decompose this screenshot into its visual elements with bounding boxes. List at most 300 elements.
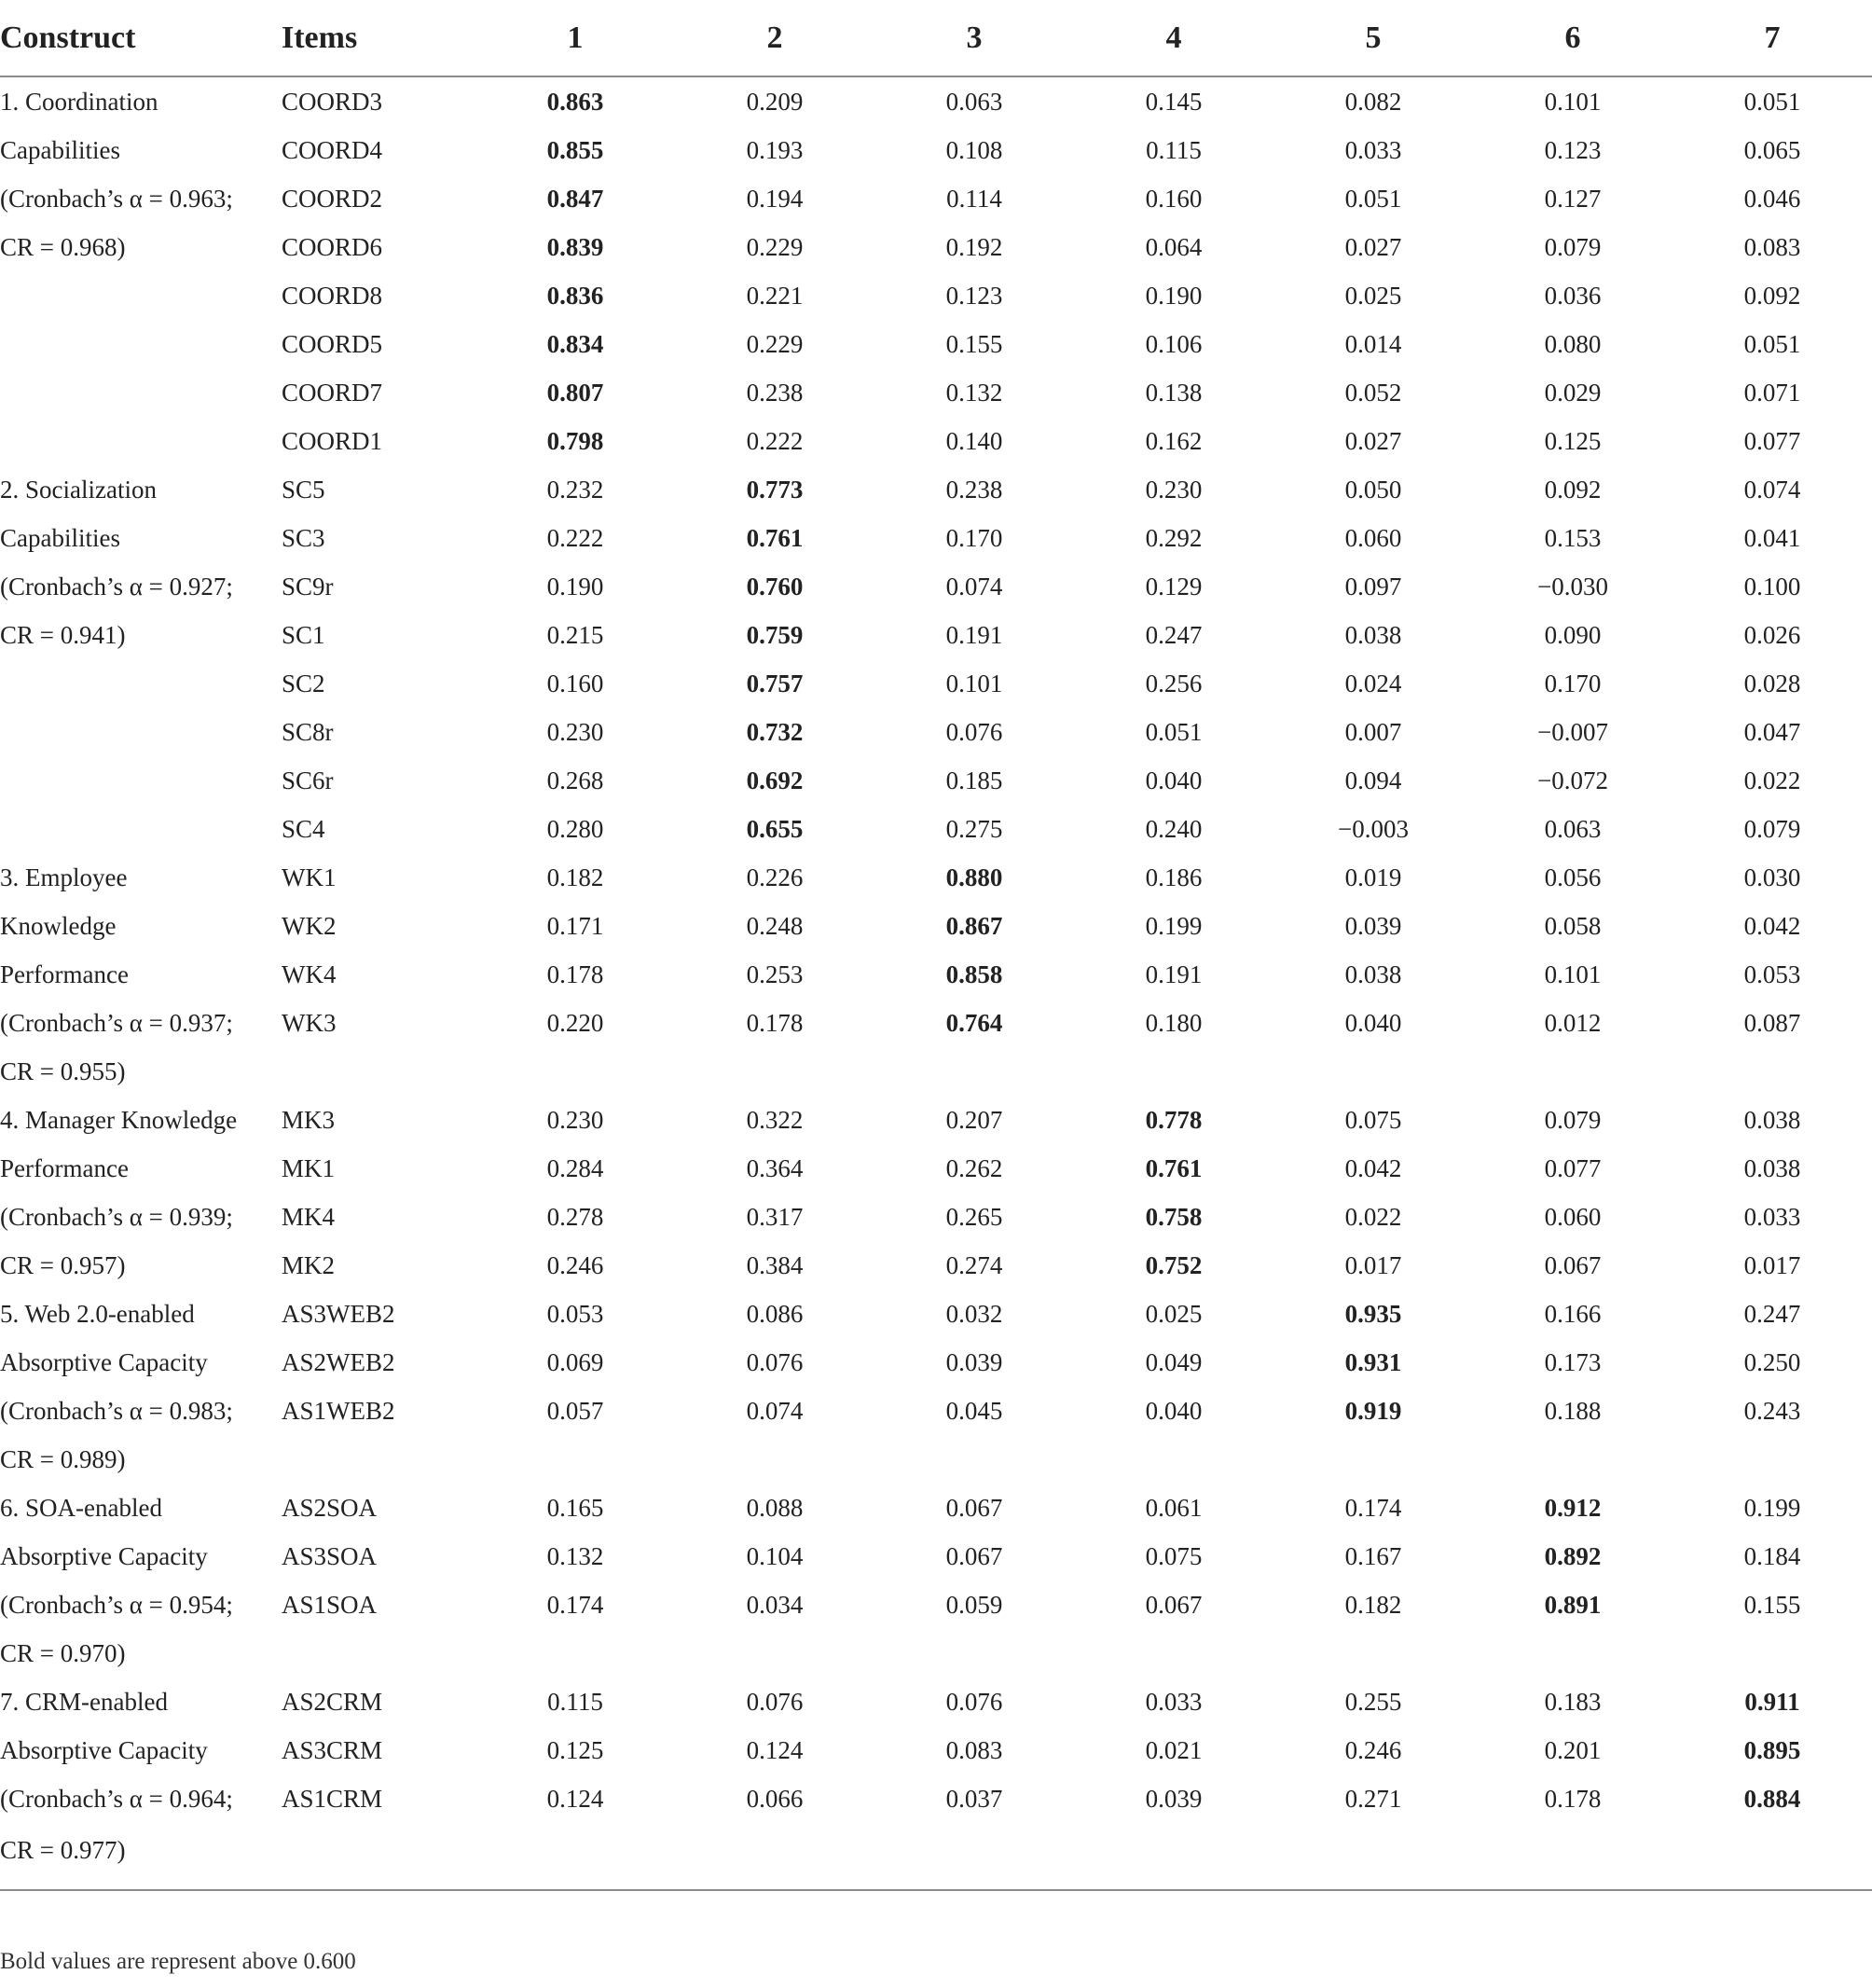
loading-cell-factor-7: 0.047	[1743, 717, 1801, 746]
loading-cell-factor-7: 0.074	[1743, 475, 1801, 504]
loading-cell-factor-3: 0.207	[945, 1105, 1003, 1134]
table-row	[0, 1677, 1872, 1726]
construct-cell: 3. Employee	[0, 863, 128, 891]
item-cell: COORD7	[282, 378, 383, 407]
loading-cell-factor-5: 0.027	[1344, 232, 1402, 261]
loading-cell-factor-4: 0.292	[1145, 523, 1203, 552]
loading-cell-factor-3: 0.238	[945, 475, 1003, 504]
loading-cell-factor-7: 0.053	[1743, 959, 1801, 988]
loading-cell-factor-4	[1074, 1047, 1273, 1096]
loading-cell-factor-5: 0.038	[1344, 959, 1402, 988]
loading-cell-factor-4: 0.247	[1145, 620, 1203, 649]
loading-cell-factor-1: 0.165	[546, 1493, 604, 1522]
item-cell: COORD4	[282, 135, 383, 164]
construct-cell	[0, 659, 282, 708]
loading-cell-factor-7	[1672, 1047, 1872, 1096]
loading-cell-factor-7: 0.038	[1743, 1153, 1801, 1182]
loading-cell-factor-5: 0.060	[1344, 523, 1402, 552]
loading-cell-factor-6: 0.173	[1544, 1347, 1602, 1376]
loading-cell-factor-5: 0.167	[1344, 1541, 1402, 1570]
item-cell: AS2SOA	[282, 1493, 378, 1522]
loading-cell-factor-4: 0.199	[1145, 911, 1203, 940]
construct-cell	[0, 271, 282, 320]
loading-cell-factor-7: 0.250	[1743, 1347, 1801, 1376]
loading-cell-factor-6: 0.060	[1544, 1202, 1602, 1231]
table-row	[0, 659, 1872, 708]
construct-cell: (Cronbach’s α = 0.964;	[0, 1784, 233, 1813]
item-cell: COORD2	[282, 184, 383, 213]
loading-cell-factor-2: 0.086	[746, 1299, 804, 1328]
loading-cell-factor-3: 0.045	[945, 1396, 1003, 1425]
loading-cell-factor-2: 0.759	[746, 620, 804, 649]
item-cell	[282, 1629, 475, 1677]
item-cell: SC8r	[282, 717, 334, 746]
table-row	[0, 950, 1872, 999]
loading-cell-factor-2: 0.317	[746, 1202, 804, 1231]
loading-cell-factor-1	[475, 1047, 675, 1096]
loading-cell-factor-5	[1273, 1047, 1473, 1096]
loading-cell-factor-4: 0.039	[1145, 1784, 1203, 1813]
item-cell: AS3CRM	[282, 1735, 383, 1764]
table-row	[0, 1629, 1872, 1677]
loading-cell-factor-2: 0.221	[746, 281, 804, 310]
loading-cell-factor-7: 0.038	[1743, 1105, 1801, 1134]
loading-cell-factor-5: 0.017	[1344, 1250, 1402, 1279]
header-row	[0, 0, 1872, 76]
construct-cell: CR = 0.977)	[0, 1835, 126, 1864]
loading-cell-factor-3: 0.858	[945, 959, 1003, 988]
loading-cell-factor-3: 0.185	[945, 766, 1003, 794]
header-items: Items	[282, 0, 475, 76]
construct-cell: 7. CRM-enabled	[0, 1687, 168, 1716]
table-row	[0, 1290, 1872, 1338]
loading-cell-factor-7: 0.033	[1743, 1202, 1801, 1231]
table-row	[0, 805, 1872, 853]
loading-cell-factor-7: 0.051	[1743, 87, 1801, 116]
loading-cell-factor-1: 0.132	[546, 1541, 604, 1570]
construct-cell: Performance	[0, 959, 129, 988]
loading-cell-factor-5: 0.271	[1344, 1784, 1402, 1813]
item-cell: AS3WEB2	[282, 1299, 395, 1328]
loading-cell-factor-1: 0.232	[546, 475, 604, 504]
loading-cell-factor-7: 0.247	[1743, 1299, 1801, 1328]
loading-cell-factor-3: 0.101	[945, 669, 1003, 697]
item-cell: WK3	[282, 1008, 337, 1037]
loading-cell-factor-7: 0.911	[1744, 1687, 1800, 1716]
construct-cell: Capabilities	[0, 135, 120, 164]
table-row	[0, 999, 1872, 1047]
loading-cell-factor-4: 0.115	[1146, 135, 1202, 164]
construct-cell: CR = 0.955)	[0, 1056, 126, 1085]
loading-cell-factor-3	[874, 1629, 1074, 1677]
loading-cell-factor-5: 0.038	[1344, 620, 1402, 649]
loading-cell-factor-7: 0.884	[1743, 1784, 1801, 1813]
loading-cell-factor-3: 0.867	[945, 911, 1003, 940]
item-cell: COORD5	[282, 329, 383, 358]
loading-cell-factor-7: 0.199	[1743, 1493, 1801, 1522]
loading-cell-factor-2: 0.194	[746, 184, 804, 213]
loading-cell-factor-3: 0.063	[945, 87, 1003, 116]
table-row	[0, 368, 1872, 417]
item-cell: SC9r	[282, 572, 334, 601]
table-row	[0, 902, 1872, 950]
table-row	[0, 223, 1872, 271]
loading-cell-factor-4: 0.040	[1145, 1396, 1203, 1425]
table-row	[0, 514, 1872, 562]
loading-cell-factor-1	[475, 1435, 675, 1484]
loading-cell-factor-6	[1473, 1435, 1672, 1484]
loading-cell-factor-4: 0.190	[1145, 281, 1203, 310]
item-cell: AS1CRM	[282, 1784, 383, 1813]
construct-cell: 5. Web 2.0-enabled	[0, 1299, 195, 1328]
loading-cell-factor-1: 0.190	[546, 572, 604, 601]
loading-cell-factor-7: 0.184	[1743, 1541, 1801, 1570]
loading-cell-factor-5: 0.007	[1344, 717, 1402, 746]
loading-cell-factor-2	[675, 1435, 874, 1484]
loading-cell-factor-4: 0.040	[1145, 766, 1203, 794]
construct-cell: 2. Socialization	[0, 475, 157, 504]
loading-cell-factor-1: 0.160	[546, 669, 604, 697]
loading-cell-factor-1: 0.174	[546, 1590, 604, 1619]
loading-cell-factor-5: 0.935	[1344, 1299, 1402, 1328]
loading-cell-factor-2: 0.655	[746, 814, 804, 843]
loading-cell-factor-1: 0.182	[546, 863, 604, 891]
loading-cell-factor-2	[675, 1047, 874, 1096]
construct-cell: (Cronbach’s α = 0.954;	[0, 1590, 233, 1619]
loading-cell-factor-4: 0.025	[1145, 1299, 1203, 1328]
item-cell: SC6r	[282, 766, 334, 794]
loading-cell-factor-6: 0.101	[1544, 87, 1602, 116]
table-row	[0, 1387, 1872, 1435]
loading-cell-factor-3: 0.123	[945, 281, 1003, 310]
loading-cell-factor-7: 0.087	[1743, 1008, 1801, 1037]
loading-cell-factor-5: 0.052	[1344, 378, 1402, 407]
header-construct: Construct	[0, 0, 282, 76]
loading-cell-factor-6: 0.063	[1544, 814, 1602, 843]
construct-cell	[0, 708, 282, 756]
loading-cell-factor-6: −0.072	[1537, 766, 1608, 794]
construct-cell: Absorptive Capacity	[0, 1347, 208, 1376]
table-bottom-rule	[0, 1889, 1872, 1891]
loading-cell-factor-5: 0.174	[1344, 1493, 1402, 1522]
loading-cell-factor-4: 0.191	[1145, 959, 1203, 988]
construct-cell: Performance	[0, 1153, 129, 1182]
table-row	[0, 1144, 1872, 1193]
loading-cell-factor-4: 0.162	[1145, 426, 1203, 455]
item-cell: SC3	[282, 523, 325, 552]
loading-cell-factor-6: 0.029	[1544, 378, 1602, 407]
loading-cell-factor-6: −0.030	[1537, 572, 1608, 601]
loading-cell-factor-6: 0.077	[1544, 1153, 1602, 1182]
loading-cell-factor-6: 0.127	[1544, 184, 1602, 213]
item-cell: SC4	[282, 814, 325, 843]
loading-cell-factor-5: 0.039	[1344, 911, 1402, 940]
loading-cell-factor-2: 0.761	[746, 523, 804, 552]
loading-cell-factor-7: 0.017	[1743, 1250, 1801, 1279]
item-cell: AS2WEB2	[282, 1347, 395, 1376]
loading-cell-factor-7: 0.065	[1743, 135, 1801, 164]
header-factor-7: 7	[1672, 0, 1872, 76]
item-cell: MK2	[282, 1250, 336, 1279]
loading-cell-factor-3	[874, 1823, 1074, 1877]
item-cell: AS3SOA	[282, 1541, 378, 1570]
loading-cell-factor-3: 0.265	[945, 1202, 1003, 1231]
loading-cell-factor-4: 0.075	[1145, 1541, 1203, 1570]
loading-cell-factor-7: 0.042	[1743, 911, 1801, 940]
loading-cell-factor-4: 0.138	[1145, 378, 1203, 407]
loading-cell-factor-4: 0.240	[1145, 814, 1203, 843]
loading-cell-factor-5: 0.094	[1344, 766, 1402, 794]
loading-cell-factor-5: 0.025	[1344, 281, 1402, 310]
loading-cell-factor-4: 0.778	[1145, 1105, 1203, 1134]
loading-cell-factor-5: 0.082	[1344, 87, 1402, 116]
loading-cell-factor-6: 0.183	[1544, 1687, 1602, 1716]
loading-cell-factor-1: 0.171	[546, 911, 604, 940]
loading-cell-factor-4: 0.129	[1145, 572, 1203, 601]
loading-cell-factor-2: 0.209	[746, 87, 804, 116]
loading-cell-factor-6: 0.067	[1544, 1250, 1602, 1279]
table-row	[0, 1774, 1872, 1823]
construct-cell	[0, 805, 282, 853]
table-row	[0, 1096, 1872, 1144]
loading-cell-factor-6: 0.892	[1544, 1541, 1602, 1570]
loading-cell-factor-5	[1273, 1629, 1473, 1677]
loading-cell-factor-2: 0.076	[746, 1687, 804, 1716]
loading-cell-factor-2	[675, 1823, 874, 1877]
loading-cell-factor-6: 0.090	[1544, 620, 1602, 649]
loading-cell-factor-7: 0.051	[1743, 329, 1801, 358]
table-row	[0, 126, 1872, 174]
loading-cell-factor-2: 0.757	[746, 669, 804, 697]
loading-cell-factor-7	[1672, 1435, 1872, 1484]
loading-cell-factor-6: 0.201	[1544, 1735, 1602, 1764]
loading-cell-factor-5: 0.097	[1344, 572, 1402, 601]
loading-cell-factor-3: 0.262	[945, 1153, 1003, 1182]
table-row	[0, 1726, 1872, 1774]
loading-cell-factor-7: 0.100	[1743, 572, 1801, 601]
loading-cell-factor-3: 0.192	[945, 232, 1003, 261]
loading-cell-factor-1: 0.855	[546, 135, 604, 164]
item-cell: COORD3	[282, 87, 383, 116]
item-cell	[282, 1435, 475, 1484]
loading-cell-factor-3: 0.880	[945, 863, 1003, 891]
loading-cell-factor-3: 0.076	[945, 717, 1003, 746]
loading-cell-factor-6: 0.125	[1544, 426, 1602, 455]
loading-cell-factor-2: 0.066	[746, 1784, 804, 1813]
loading-cell-factor-7	[1672, 1823, 1872, 1877]
construct-cell: CR = 0.941)	[0, 620, 126, 649]
loading-cell-factor-5: 0.255	[1344, 1687, 1402, 1716]
construct-cell: Absorptive Capacity	[0, 1541, 208, 1570]
loading-cell-factor-1: 0.863	[546, 87, 604, 116]
loading-cell-factor-2: 0.760	[746, 572, 804, 601]
header-factor-3: 3	[874, 0, 1074, 76]
loading-cell-factor-4: 0.145	[1145, 87, 1203, 116]
loading-cell-factor-2	[675, 1629, 874, 1677]
loading-cell-factor-7: 0.092	[1743, 281, 1801, 310]
loading-cell-factor-1: 0.230	[546, 717, 604, 746]
loading-cell-factor-5: 0.014	[1344, 329, 1402, 358]
loading-cell-factor-6: 0.170	[1544, 669, 1602, 697]
construct-cell: (Cronbach’s α = 0.937;	[0, 1008, 233, 1037]
loading-cell-factor-5: 0.042	[1344, 1153, 1402, 1182]
loading-cell-factor-6: 0.058	[1544, 911, 1602, 940]
loading-cell-factor-3: 0.114	[946, 184, 1002, 213]
header-factor-1: 1	[475, 0, 675, 76]
loading-cell-factor-3	[874, 1435, 1074, 1484]
loading-cell-factor-1: 0.053	[546, 1299, 604, 1328]
loading-cell-factor-1	[475, 1629, 675, 1677]
table-row	[0, 562, 1872, 611]
loading-cell-factor-6: 0.188	[1544, 1396, 1602, 1425]
item-cell	[282, 1047, 475, 1096]
loading-cell-factor-2: 0.322	[746, 1105, 804, 1134]
loading-cell-factor-2: 0.088	[746, 1493, 804, 1522]
table-row	[0, 1338, 1872, 1387]
construct-cell	[0, 756, 282, 805]
loading-cell-factor-6: −0.007	[1537, 717, 1608, 746]
loading-cell-factor-7: 0.046	[1743, 184, 1801, 213]
loading-cell-factor-1: 0.222	[546, 523, 604, 552]
loading-cell-factor-4	[1074, 1823, 1273, 1877]
table-row	[0, 76, 1872, 126]
loading-cell-factor-3: 0.059	[945, 1590, 1003, 1619]
item-cell: MK3	[282, 1105, 336, 1134]
loading-cell-factor-5: 0.051	[1344, 184, 1402, 213]
table-row	[0, 417, 1872, 465]
loading-cell-factor-7: 0.079	[1743, 814, 1801, 843]
loading-cell-factor-6	[1473, 1047, 1672, 1096]
loading-cell-factor-3: 0.076	[945, 1687, 1003, 1716]
loading-cell-factor-1: 0.220	[546, 1008, 604, 1037]
loading-cell-factor-1: 0.834	[546, 329, 604, 358]
loading-cell-factor-6: 0.912	[1544, 1493, 1602, 1522]
loading-cell-factor-1: 0.246	[546, 1250, 604, 1279]
table-footnote: Bold values are represent above 0.600	[0, 1949, 356, 1974]
construct-cell	[0, 320, 282, 368]
loading-cell-factor-6: 0.178	[1544, 1784, 1602, 1813]
item-cell: MK4	[282, 1202, 336, 1231]
loading-cell-factor-3: 0.108	[945, 135, 1003, 164]
item-cell: COORD1	[282, 426, 383, 455]
item-cell: WK2	[282, 911, 337, 940]
loading-cell-factor-2: 0.124	[746, 1735, 804, 1764]
construct-cell: 4. Manager Knowledge	[0, 1105, 238, 1134]
loading-cell-factor-4: 0.758	[1145, 1202, 1203, 1231]
loading-cell-factor-1: 0.178	[546, 959, 604, 988]
loading-cell-factor-7: 0.155	[1743, 1590, 1801, 1619]
loading-cell-factor-2: 0.226	[746, 863, 804, 891]
loading-cell-factor-4: 0.033	[1145, 1687, 1203, 1716]
table-row	[0, 611, 1872, 659]
loading-cell-factor-6	[1473, 1823, 1672, 1877]
loading-cell-factor-1: 0.069	[546, 1347, 604, 1376]
construct-cell: Capabilities	[0, 523, 120, 552]
loading-cell-factor-6	[1473, 1629, 1672, 1677]
loading-cell-factor-1: 0.798	[546, 426, 604, 455]
loading-cell-factor-4: 0.180	[1145, 1008, 1203, 1037]
table-row	[0, 1241, 1872, 1290]
table-row	[0, 1193, 1872, 1241]
header-factor-5: 5	[1273, 0, 1473, 76]
loading-cell-factor-7: 0.022	[1743, 766, 1801, 794]
table-row	[0, 1581, 1872, 1629]
item-cell: SC1	[282, 620, 325, 649]
loading-cell-factor-1	[475, 1823, 675, 1877]
loading-cell-factor-7	[1672, 1629, 1872, 1677]
loading-cell-factor-4	[1074, 1629, 1273, 1677]
loading-cell-factor-3: 0.155	[945, 329, 1003, 358]
loading-cell-factor-7: 0.243	[1743, 1396, 1801, 1425]
construct-cell: Absorptive Capacity	[0, 1735, 208, 1764]
loading-cell-factor-6: 0.101	[1544, 959, 1602, 988]
header-factor-2: 2	[675, 0, 874, 76]
loading-cell-factor-5: 0.246	[1344, 1735, 1402, 1764]
loading-cell-factor-4: 0.021	[1145, 1735, 1203, 1764]
loading-cell-factor-5: −0.003	[1338, 814, 1409, 843]
loading-cell-factor-4: 0.049	[1145, 1347, 1203, 1376]
table-row	[0, 756, 1872, 805]
table-row	[0, 1435, 1872, 1484]
construct-cell: 1. Coordination	[0, 87, 158, 116]
loading-cell-factor-7: 0.895	[1743, 1735, 1801, 1764]
construct-cell: Knowledge	[0, 911, 117, 940]
loading-cell-factor-4	[1074, 1435, 1273, 1484]
construct-cell	[0, 368, 282, 417]
loading-cell-factor-2: 0.238	[746, 378, 804, 407]
loading-cell-factor-7: 0.077	[1743, 426, 1801, 455]
loading-cell-factor-5	[1273, 1435, 1473, 1484]
loading-cell-factor-1: 0.278	[546, 1202, 604, 1231]
header-factor-4: 4	[1074, 0, 1273, 76]
loading-cell-factor-5: 0.075	[1344, 1105, 1402, 1134]
construct-cell: (Cronbach’s α = 0.927;	[0, 572, 233, 601]
loading-cell-factor-2: 0.222	[746, 426, 804, 455]
loading-cell-factor-6: 0.012	[1544, 1008, 1602, 1037]
loading-cell-factor-2: 0.364	[746, 1153, 804, 1182]
loading-cell-factor-3: 0.132	[945, 378, 1003, 407]
construct-cell: (Cronbach’s α = 0.983;	[0, 1396, 233, 1425]
loading-cell-factor-4: 0.067	[1145, 1590, 1203, 1619]
construct-cell: (Cronbach’s α = 0.963;	[0, 184, 233, 213]
loading-cell-factor-3: 0.037	[945, 1784, 1003, 1813]
loading-cell-factor-1: 0.125	[546, 1735, 604, 1764]
loading-cell-factor-3: 0.140	[945, 426, 1003, 455]
loading-cell-factor-2: 0.104	[746, 1541, 804, 1570]
loading-cell-factor-4: 0.061	[1145, 1493, 1203, 1522]
loading-cell-factor-7: 0.026	[1743, 620, 1801, 649]
construct-cell: CR = 0.968)	[0, 232, 126, 261]
table-row	[0, 1532, 1872, 1581]
loading-cell-factor-5	[1273, 1823, 1473, 1877]
loading-cell-factor-4: 0.761	[1145, 1153, 1203, 1182]
loading-cell-factor-1: 0.124	[546, 1784, 604, 1813]
loading-cell-factor-3: 0.039	[945, 1347, 1003, 1376]
loading-cell-factor-4: 0.051	[1145, 717, 1203, 746]
loading-cell-factor-1: 0.280	[546, 814, 604, 843]
table-row	[0, 708, 1872, 756]
loading-cell-factor-5: 0.024	[1344, 669, 1402, 697]
loading-cell-factor-1: 0.847	[546, 184, 604, 213]
loading-cell-factor-5: 0.019	[1344, 863, 1402, 891]
loading-cell-factor-6: 0.092	[1544, 475, 1602, 504]
loading-cell-factor-6: 0.036	[1544, 281, 1602, 310]
table-row	[0, 1823, 1872, 1877]
item-cell: COORD8	[282, 281, 383, 310]
construct-cell: CR = 0.957)	[0, 1250, 126, 1279]
construct-cell: CR = 0.970)	[0, 1638, 126, 1667]
item-cell: COORD6	[282, 232, 383, 261]
